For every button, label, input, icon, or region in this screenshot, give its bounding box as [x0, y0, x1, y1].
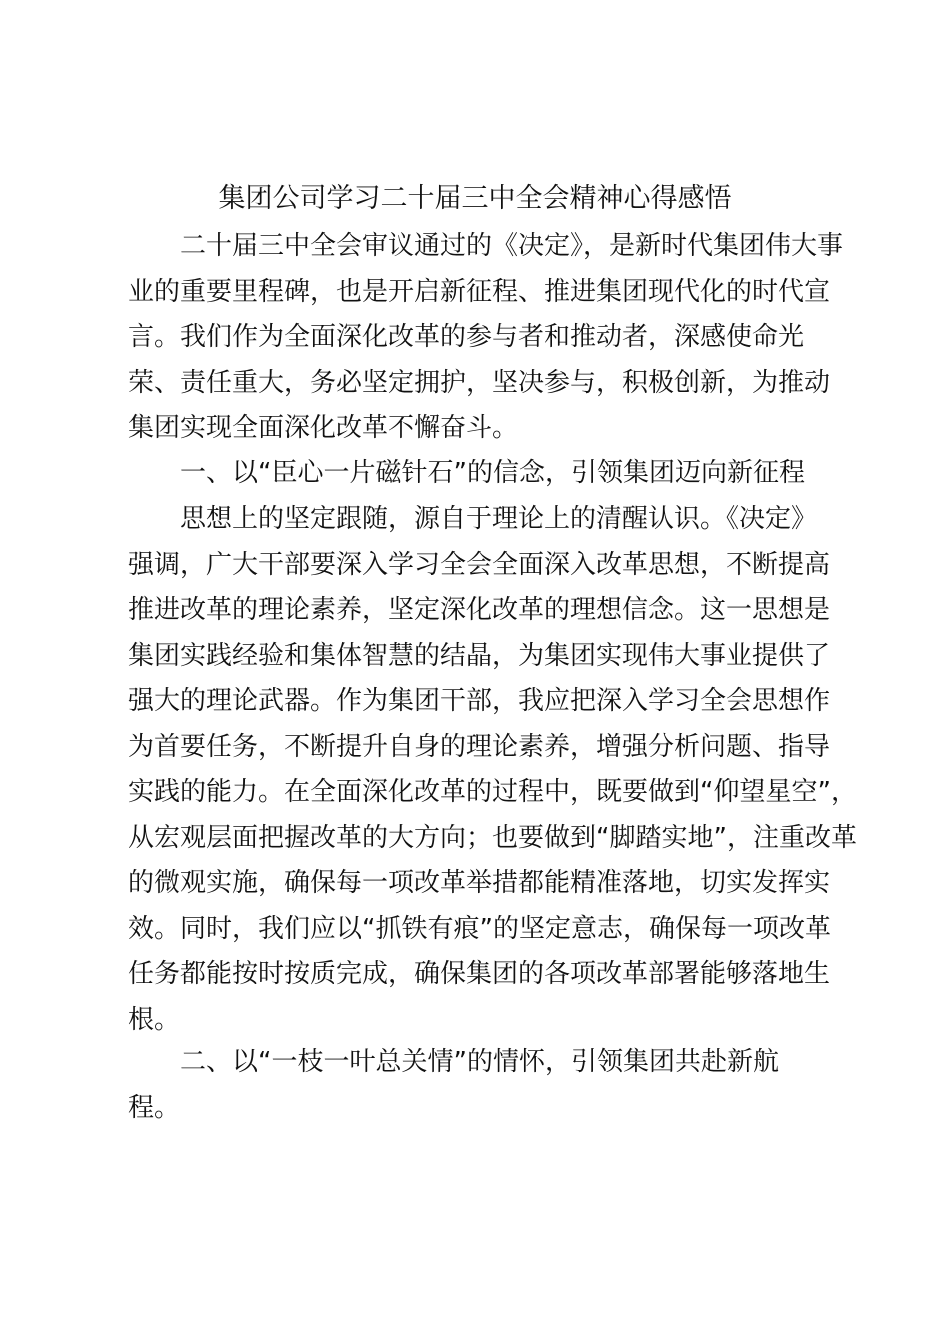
paragraph-line: 言。我们作为全面深化改革的参与者和推动者，深感使命光 — [128, 322, 805, 352]
paragraph-line: 实践的能力。在全面深化改革的过程中，既要做到“仰望星空”， — [128, 777, 857, 807]
paragraph-line: 推进改革的理论素养，坚定深化改革的理想信念。这一思想是 — [128, 595, 831, 625]
section-heading-2 — [128, 1040, 828, 1131]
paragraph-line: 从宏观层面把握改革的大方向；也要做到“脚踏实地”，注重改革 — [128, 822, 857, 853]
paragraph-line: 业的重要里程碑，也是开启新征程、推进集团现代化的时代宣 — [128, 276, 831, 307]
paragraph-line: 集团实现全面深化改革不懈奋斗。 — [128, 413, 519, 443]
paragraph-line: 二十届三中全会审议通过的《决定》，是新时代集团伟大事 — [180, 231, 844, 261]
paragraph-line: 强调，广大干部要深入学习全会全面深入改革思想，不断提高 — [128, 549, 831, 580]
paragraph-line: 集团实践经验和集体智慧的结晶，为集团实现伟大事业提供了 — [128, 640, 831, 671]
paragraph-line: 思想上的坚定跟随，源自于理论上的清醒认识。《决定》 — [180, 504, 818, 534]
intro-paragraph — [128, 224, 844, 452]
section-1-paragraph — [128, 497, 857, 1043]
heading-line: 一、以“臣心一片磁针石”的信念，引领集团迈向新征程 — [180, 458, 805, 488]
paragraph-line: 的微观实施，确保每一项改革举措都能精准落地，切实发挥实 — [128, 868, 831, 898]
document-title: 集团公司学习二十届三中全会精神心得感悟 — [218, 183, 732, 214]
heading-line: 程。 — [128, 1092, 181, 1123]
paragraph-line: 根。 — [128, 1004, 181, 1035]
paragraph-line: 效。同时，我们应以“抓铁有痕”的坚定意志，确保每一项改革 — [128, 913, 831, 944]
heading-line: 二、以“一枝一叶总关情”的情怀，引领集团共赴新航 — [180, 1047, 779, 1077]
section-heading-1 — [128, 451, 828, 497]
paragraph-line: 荣、责任重大，务必坚定拥护，坚决参与，积极创新，为推动 — [128, 367, 831, 398]
paragraph-line: 任务都能按时按质完成，确保集团的各项改革部署能够落地生 — [128, 959, 831, 989]
paragraph-line: 强大的理论武器。作为集团干部，我应把深入学习全会思想作 — [128, 686, 831, 716]
paragraph-line: 为首要任务，不断提升自身的理论素养，增强分析问题、指导 — [128, 731, 831, 762]
